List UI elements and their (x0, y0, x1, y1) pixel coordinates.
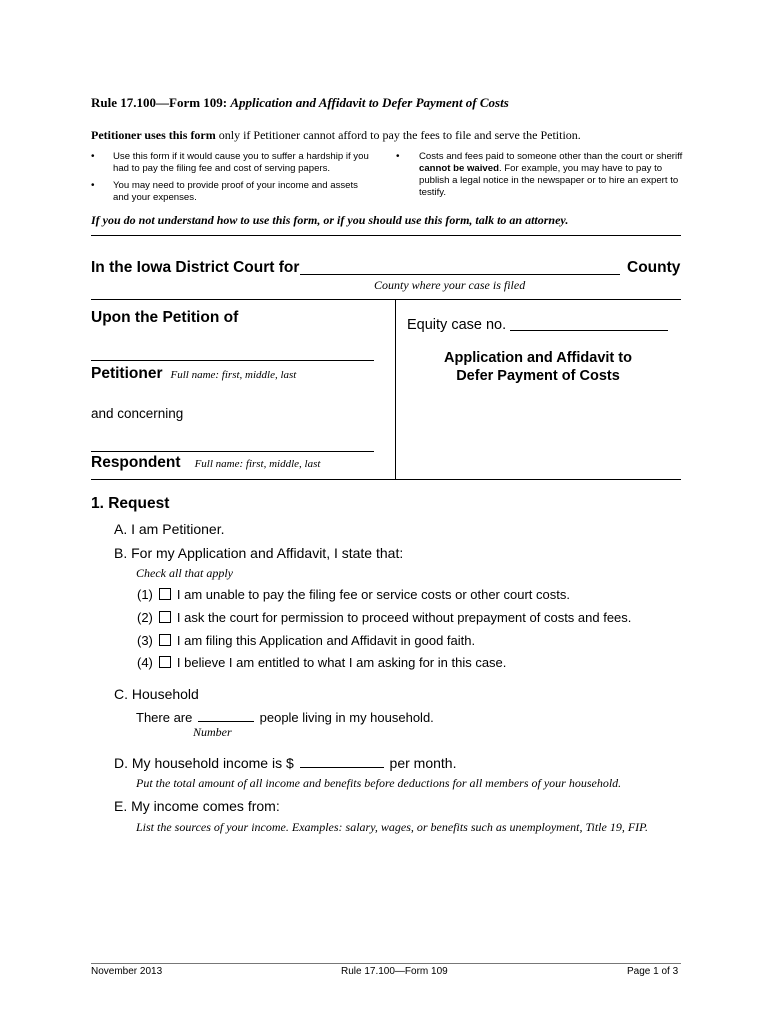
household-count-field[interactable] (198, 711, 254, 722)
household-before: There are (136, 710, 193, 725)
check-row (137, 655, 506, 670)
item-c: C. Household (114, 686, 199, 702)
petition-heading: Upon the Petition of (91, 309, 239, 326)
item-b-hint: Check all that apply (136, 566, 233, 580)
divider (91, 299, 681, 300)
household-count-hint: Number (193, 725, 232, 739)
check-number: (2) (137, 610, 153, 625)
income-sources-field[interactable] (136, 840, 681, 950)
petitioner-label-row (91, 365, 296, 383)
divider (91, 235, 681, 236)
respondent-label: Respondent (91, 454, 181, 471)
check-row (137, 633, 475, 648)
checkbox[interactable] (159, 656, 171, 668)
item-e-hint: List the sources of your income. Examples: salary, wages, or benefits such as unemployment, Title 19, FIP. (136, 820, 648, 834)
bullet-right (419, 151, 683, 199)
footer-date: November 2013 (91, 966, 163, 977)
document-title (395, 349, 681, 385)
intro-rest: only if Petitioner cannot afford to pay the fees to file and serve the Petition. (218, 128, 581, 142)
court-prefix: In the Iowa District Court for (91, 259, 300, 276)
check-number: (4) (137, 655, 153, 670)
form-title: Application and Affidavit to Defer Payment of Costs (230, 95, 509, 110)
document-title-line-2: Defer Payment of Costs (456, 368, 620, 384)
item-a: A. I am Petitioner. (114, 521, 225, 537)
item-e: E. My income comes from: (114, 798, 280, 814)
household-count-row (136, 710, 434, 725)
item-d-row (114, 755, 456, 771)
bullet-right-bold: cannot be waived (419, 163, 499, 174)
checkbox[interactable] (159, 588, 171, 600)
checkbox[interactable] (159, 634, 171, 646)
equity-case-field[interactable] (510, 330, 668, 331)
intro-text (91, 128, 581, 143)
check-text: I am unable to pay the filing fee or service costs or other court costs. (176, 587, 570, 602)
bullet-left-2: You may need to provide proof of your income and assets and your expenses. (113, 180, 358, 203)
footer-divider (91, 963, 681, 964)
bullet-right-after: . For example, you may have to pay to publish a legal notice in the newspaper or to hire an expert to testify. (419, 163, 679, 198)
check-number: (3) (137, 633, 153, 648)
check-row (137, 587, 570, 602)
court-suffix: County (627, 259, 681, 276)
document-title-line-1: Application and Affidavit to (444, 350, 632, 366)
caption-vertical-divider (395, 299, 396, 479)
bullet-icon: • (396, 151, 400, 162)
household-after: people living in my household. (259, 710, 434, 725)
form-header (91, 95, 509, 111)
respondent-label-row (91, 454, 320, 472)
check-text: I believe I am entitled to what I am asking for in this case. (176, 655, 507, 670)
rule-number: Rule 17.100—Form 109: (91, 95, 228, 110)
respondent-hint: Full name: first, middle, last (194, 458, 321, 470)
footer-page: Page 1 of 3 (627, 966, 679, 977)
check-text: I ask the court for permission to proceed without prepayment of costs and fees. (176, 610, 632, 625)
check-text: I am filing this Application and Affidavit in good faith. (176, 633, 476, 648)
bullet-icon: • (91, 151, 95, 162)
check-row (137, 610, 631, 625)
equity-label: Equity case no. (407, 317, 507, 333)
attorney-warning: If you do not understand how to use this form, or if you should use this form, talk to an attorney. (91, 213, 569, 227)
household-income-field[interactable] (300, 756, 384, 768)
bullet-icon: • (91, 180, 95, 191)
footer-form: Rule 17.100—Form 109 (341, 966, 448, 977)
bullet-right-before: Costs and fees paid to someone other than the court or sheriff (419, 151, 683, 162)
divider (91, 479, 681, 480)
petitioner-name-field[interactable] (91, 360, 374, 361)
section-1-heading: 1. Request (91, 495, 170, 512)
income-after: per month. (389, 755, 457, 771)
county-field[interactable] (300, 274, 620, 275)
income-before: D. My household income is $ (114, 755, 294, 771)
petitioner-label: Petitioner (91, 365, 163, 382)
checkbox[interactable] (159, 611, 171, 623)
county-hint: County where your case is filed (374, 278, 526, 292)
item-b: B. For my Application and Affidavit, I state that: (114, 545, 404, 561)
petitioner-hint: Full name: first, middle, last (170, 369, 297, 381)
respondent-name-field[interactable] (91, 451, 374, 452)
check-number: (1) (137, 587, 153, 602)
and-concerning: and concerning (91, 406, 184, 421)
intro-bold: Petitioner uses this form (91, 128, 216, 142)
bullet-left-1: Use this form if it would cause you to suffer a hardship if you had to pay the filing fee and cost of serving papers. (113, 151, 369, 174)
item-d-hint: Put the total amount of all income and benefits before deductions for all members of your household. (136, 776, 622, 790)
